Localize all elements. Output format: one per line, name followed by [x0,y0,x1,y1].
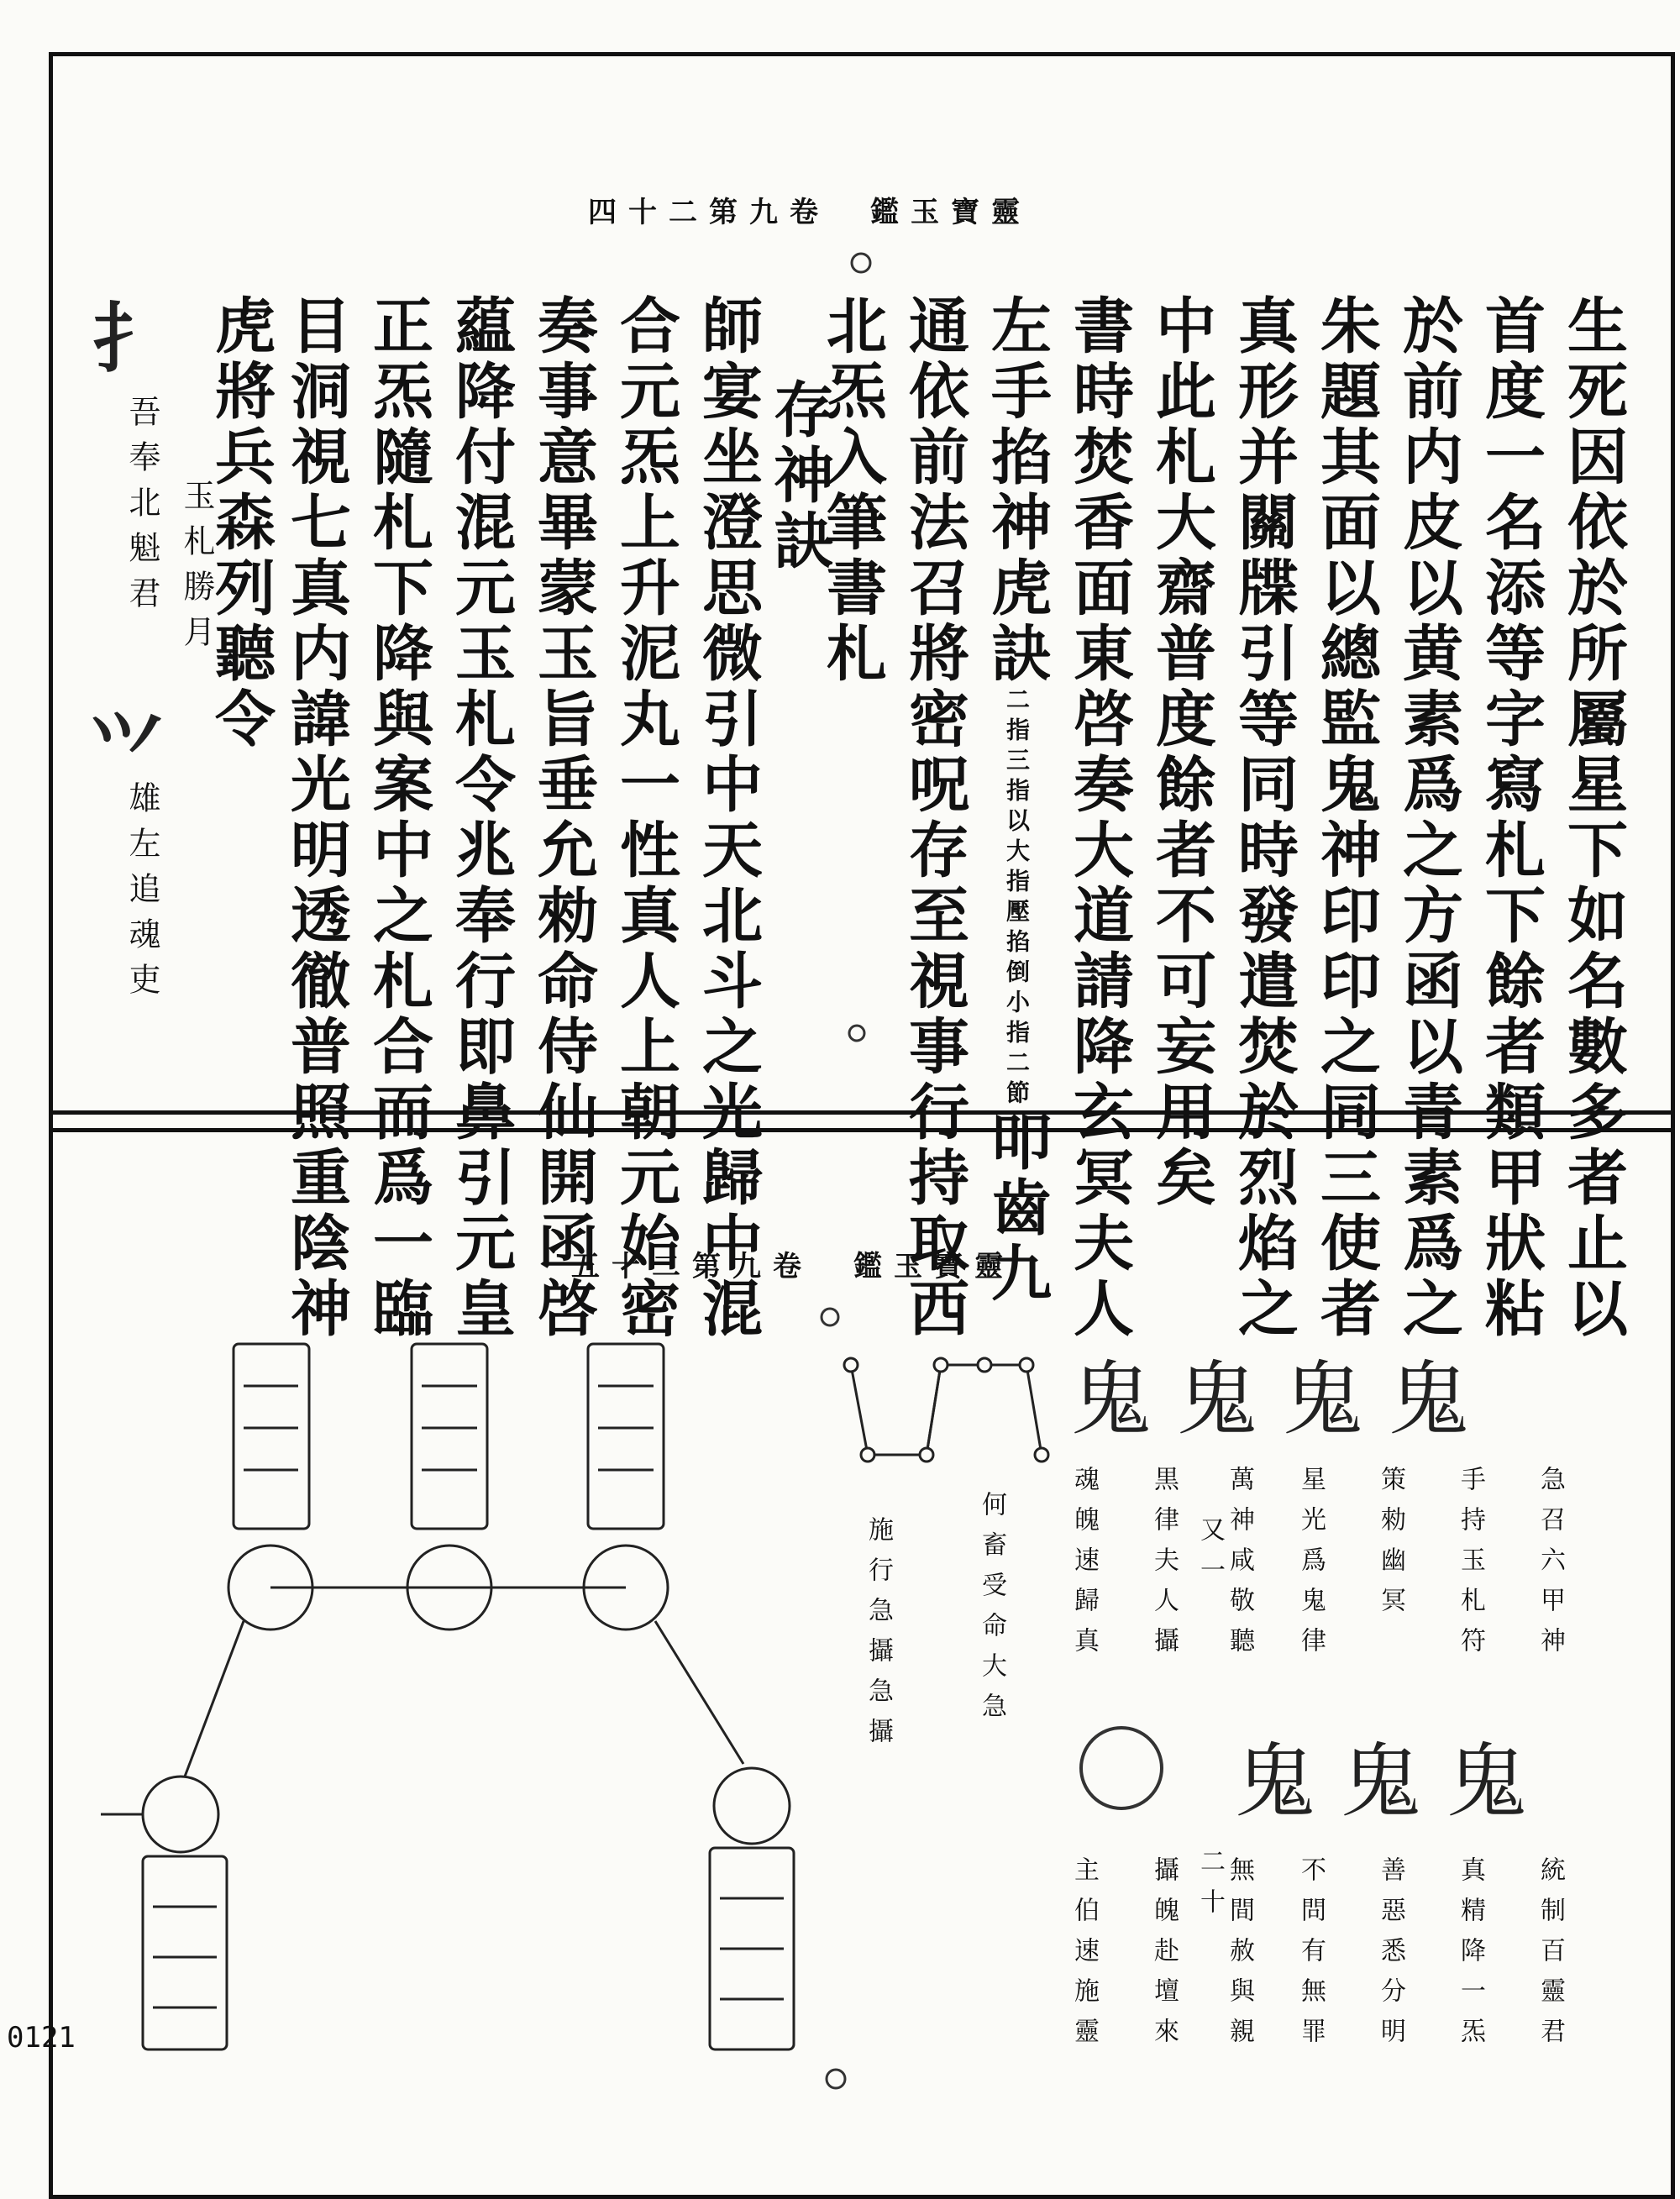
column-note: 二指三指以大指壓掐倒小指二節 [1003,687,1031,1110]
top-page-header: 四十二第九卷 鑑玉寶靈 [588,196,1032,229]
talisman-text-column: 無間赦與親 [1225,1856,1254,2058]
column-text: 奏事意畢蒙玉旨垂允勑命侍仙開函啓 [528,294,599,1342]
talisman-text-column: 真精降一炁 [1456,1856,1485,2058]
column-text: 存神訣 [764,378,835,575]
seal-block-4 [143,1856,227,2049]
talisman-text-column: 何畜受命大急 [977,1491,1006,1733]
page-number: 0121 [7,2021,76,2055]
column-text: 合元炁上升泥丸一性真人上朝元始密 [610,294,681,1342]
top-seal-glyph-2: ⺍ [88,706,164,795]
talisman-text-column: 又一 [1195,1516,1225,1597]
talisman-text-column: 施行急攝急攝 [864,1516,893,1758]
column-text: 左手掐神虎訣 [981,294,1053,687]
column-text: 藴降付混元玉札令兆奉行即鼻引元皇 [445,294,517,1342]
column-text: 書時焚香面東啓奏大道請降玄冥夫人 [1063,294,1135,1342]
talisman-text-column: 善惡悉分明 [1376,1856,1405,2058]
seal-block-1 [234,1344,309,1529]
column-text: 玉札勝月 [178,479,215,660]
column-text: 目洞視七真内諱光明透徹普照重陰神 [281,294,352,1342]
binding-hole [822,1309,838,1325]
talisman-text-column: 主伯速施靈 [1069,1856,1099,2058]
bottom-page-header: 五十二第九卷 鑑玉寶靈 [571,1250,1015,1283]
seal-block-3 [588,1344,664,1529]
talisman-text-column: 策勑幽冥 [1376,1466,1405,1627]
column-text: 雄左追魂吏 [123,781,160,1008]
diagram-circle-4 [143,1777,218,1852]
column-text: 中此札大齋普度餘者不可妄用矣 [1146,294,1217,1211]
column-text: 生死因依於所屬星下如名數多者止以 [1557,294,1629,1342]
binding-hole [852,254,870,272]
talisman-text-column: 不問有無罪 [1296,1856,1326,2058]
diagram-circle-5 [714,1768,790,1844]
column-text: 真形并關牒引等同時發遣焚於烈焰之 [1228,294,1299,1342]
talisman-text-column: 萬神咸敬聽 [1225,1466,1254,1667]
binding-hole [849,1026,864,1041]
column-text: 師宴坐澄思微引中天北斗之光歸中混 [692,294,764,1342]
column-text: 通依前法召將密呪存至視事行持取西 [899,294,970,1342]
column-tail: 叩齒九 [981,1110,1053,1307]
talisman-row-upper: ⻤⻤⻤⻤ [1071,1352,1494,1446]
talisman-text-column: 攝魄赴壇來 [1149,1856,1179,2058]
column-text: 正炁隨札下降與案中之札合而爲一臨 [363,294,434,1342]
star-diagram [844,1358,1048,1462]
top-seal-glyph-1: ⺘ [92,294,168,383]
seal-block-2 [412,1344,487,1529]
column-text: 於前内皮以黄素爲之方函以青素爲之 [1393,294,1464,1342]
talisman-text-column: 手持玉札符 [1456,1466,1485,1667]
column-text: 吾奉北魁君 [123,395,160,622]
binding-hole [827,2070,845,2088]
talisman-text-column: 急召六甲神 [1536,1466,1565,1667]
talisman-text-column: 二十 [1195,1848,1225,1929]
talisman-row-lower: ⻤⻤⻤ [1235,1735,1552,1829]
column-text: 虎將兵森列聽令 [205,294,276,753]
column-text: 首度一名添等字寫札下餘者類甲狀粘 [1475,294,1546,1342]
column-text: 北炁入筆書札 [816,294,888,687]
talisman-text-column: 星光爲鬼律 [1296,1466,1326,1667]
talisman-text-column: 統制百靈君 [1536,1856,1565,2058]
talisman-text-column: 魂魄速歸真 [1069,1466,1099,1667]
talisman-text-column: 黒律夫人攝 [1149,1466,1179,1667]
column-text: 朱題其面以總監鬼神印印之同三使者 [1310,294,1382,1342]
